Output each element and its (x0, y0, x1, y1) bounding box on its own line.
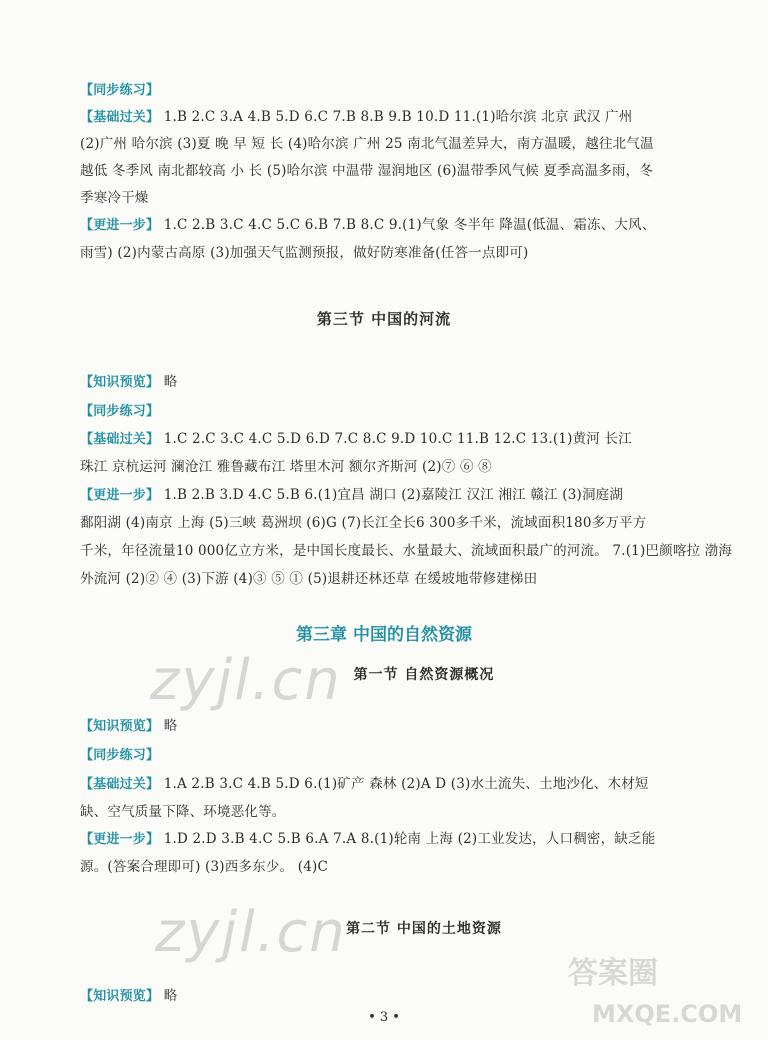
answer-line: 【更进一步】 1.D 2.D 3.B 4.C 5.B 6.A 7.A 8.(1)轮南 上海 (2)工业发达，人口稠密，缺乏能 (80, 831, 656, 847)
tongbu-label-3: 【同步练习】 (80, 748, 160, 763)
answer-line: (2)广州 哈尔滨 (3)夏 晚 早 短 长 (4)哈尔滨 广州 25 南北气温差异大，南方温暖，越往北气温 (80, 136, 654, 152)
section-title-land: 第二节 中国的土地资源 (346, 921, 502, 937)
watermark-zyjl: zyjl.cn (150, 648, 342, 713)
preview-line: 【知识预览】 略 (80, 718, 178, 734)
answer-line: 【基础过关】 1.C 2.C 3.C 4.C 5.D 6.D 7.C 8.C 9.D 10.C 11.B 12.C 13.(1)黄河 长江 (80, 431, 632, 447)
answer-line: 【基础过关】 1.A 2.B 3.C 4.B 5.D 6.(1)矿产 森林 (2)A D (3)水土流失、土地沙化、木材短 (80, 776, 649, 792)
answer-line: 鄱阳湖 (4)南京 上海 (5)三峡 葛洲坝 (6)G (7)长江全长6 300多千米，流域面积180多万平方 (80, 515, 647, 531)
answer-line: 源。(答案合理即可) (3)西多东少。 (4)C (80, 859, 328, 875)
section-title-rivers: 第三节 中国的河流 (316, 310, 452, 328)
answer-line: 千米，年径流量10 000亿立方米，是中国长度最长、水量最大、流域面积最广的河流。 7.(1)巴颜喀拉 渤海 (80, 543, 733, 559)
tongbu-label-2: 【同步练习】 (80, 404, 160, 419)
section-title-overview: 第一节 自然资源概况 (353, 667, 495, 683)
answer-line: 珠江 京杭运河 澜沧江 雅鲁藏布江 塔里木河 额尔齐斯河 (2)⑦ ⑥ ⑧ (80, 459, 492, 475)
answer-line: 【基础过关】 1.B 2.C 3.A 4.B 5.D 6.C 7.B 8.B 9.B 10.D 11.(1)哈尔滨 北京 武汉 广州 (80, 109, 633, 125)
answer-line: 越低 冬季风 南北都较高 小 长 (5)哈尔滨 中温带 湿润地区 (6)温带季风气候 夏季高温多雨，冬 (80, 163, 654, 179)
answer-line: 【更进一步】 1.C 2.B 3.C 4.C 5.C 6.B 7.B 8.C 9.(1)气象 冬半年 降温(低温、霜冻、大风、 (80, 217, 656, 233)
chapter-title: 第三章 中国的自然资源 (296, 625, 472, 645)
gengjin-label-1: 【更进一步】 (80, 218, 160, 233)
answer-line: 季寒冷干燥 (80, 190, 149, 206)
preview-line: 【知识预览】 略 (80, 988, 178, 1004)
jichu-label-1: 【基础过关】 (80, 110, 160, 125)
answer-line: 外流河 (2)② ④ (3)下游 (4)③ ⑤ ① (5)退耕还林还草 在缓坡地带修建梯田 (80, 571, 538, 587)
answer-line: 雨雪) (2)内蒙古高原 (3)加强天气监测预报，做好防寒准备(任答一点即可) (80, 245, 529, 261)
watermark-zyjl: zyjl.cn (155, 900, 347, 965)
answer-line: 缺、空气质量下降、环境恶化等。 (80, 804, 286, 820)
answer-line: 【更进一步】 1.B 2.B 3.D 4.C 5.B 6.(1)宜昌 湖口 (2)嘉陵江 汉江 湘江 赣江 (3)洞庭湖 (80, 487, 624, 503)
page-number: • 3 • (368, 1010, 400, 1025)
watermark-stamp: 答案圈 (568, 956, 658, 991)
tongbu-label-1: 【同步练习】 (80, 83, 160, 98)
watermark-site: MXQE.COM (592, 1000, 743, 1028)
preview-line: 【知识预览】 略 (80, 374, 178, 390)
